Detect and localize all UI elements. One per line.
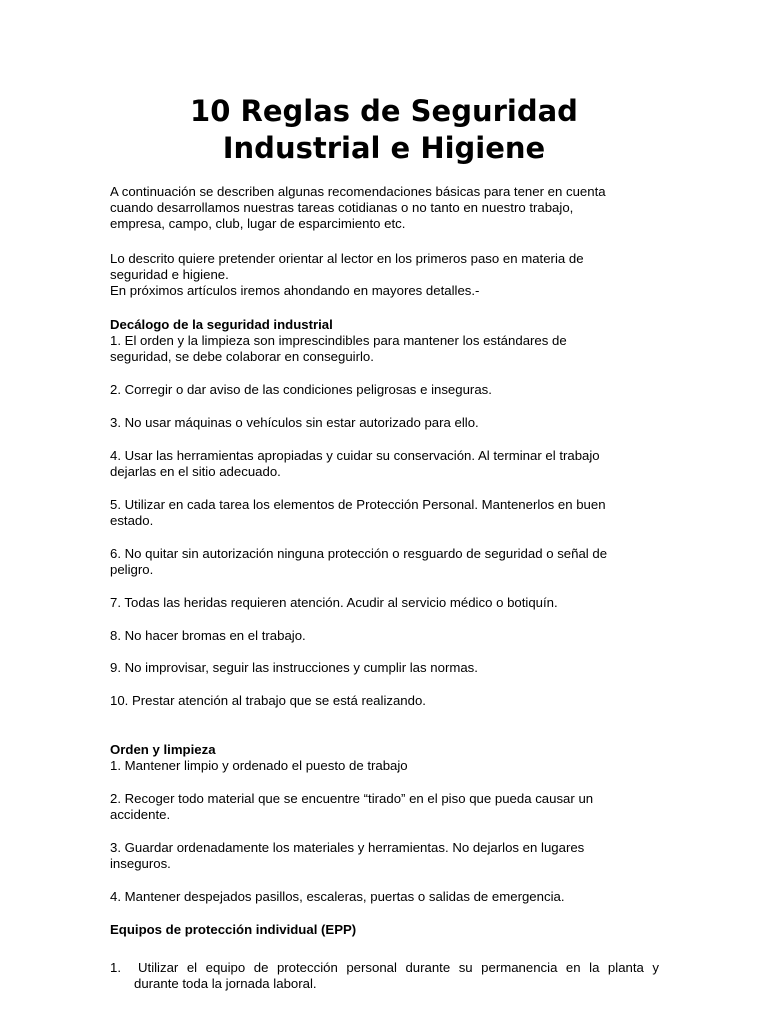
- intro-line: cuando desarrollamos nuestras tareas cotidianas o no tanto en nuestro trabajo,: [110, 200, 574, 215]
- decalogo-item-line: estado.: [110, 513, 154, 528]
- orden-item-4: [110, 889, 640, 905]
- orden-item-2: [110, 791, 640, 823]
- intro-line: empresa, campo, club, lugar de esparcimiento etc.: [110, 216, 406, 231]
- intro2-line: En próximos artículos iremos ahondando en mayores detalles.-: [110, 283, 480, 298]
- decalogo-item-line: 5. Utilizar en cada tarea los elementos de Protección Personal. Mantenerlos en buen: [110, 497, 606, 512]
- document-title: [0, 93, 768, 167]
- orden-item-3: [110, 840, 640, 872]
- decalogo-item-line: 4. Usar las herramientas apropiadas y cuidar su conservación. Al terminar el trabajo: [110, 448, 600, 463]
- epp-item-number: 1.: [110, 960, 121, 975]
- decalogo-item-2: [110, 382, 640, 398]
- decalogo-item-line: peligro.: [110, 562, 154, 577]
- title-line-1: 10 Reglas de Seguridad: [190, 94, 578, 128]
- decalogo-item-3: [110, 415, 640, 431]
- decalogo-item-line: 3. No usar máquinas o vehículos sin estar autorizado para ello.: [110, 415, 479, 430]
- decalogo-item-6: [110, 546, 640, 578]
- orden-item-line: accidente.: [110, 807, 171, 822]
- orden-item-line: 4. Mantener despejados pasillos, escaleras, puertas o salidas de emergencia.: [110, 889, 565, 904]
- decalogo-item-line: dejarlas en el sitio adecuado.: [110, 464, 281, 479]
- decalogo-item-line: 1. El orden y la limpieza son imprescindibles para mantener los estándares de: [110, 333, 567, 348]
- title-line-2: Industrial e Higiene: [222, 131, 546, 165]
- decalogo-item-9: [110, 660, 640, 676]
- decalogo-item-line: 2. Corregir o dar aviso de las condiciones peligrosas e inseguras.: [110, 382, 492, 397]
- orden-item-line: 1. Mantener limpio y ordenado el puesto de trabajo: [110, 758, 408, 773]
- decalogo-item-4: [110, 448, 640, 480]
- intro-paragraph: [110, 184, 640, 232]
- decalogo-item-8: [110, 628, 640, 644]
- decalogo-item-5: [110, 497, 640, 529]
- intro2-line: Lo descrito quiere pretender orientar al lector en los primeros paso en materia de: [110, 251, 584, 266]
- decalogo-item-line: 6. No quitar sin autorización ninguna protección o resguardo de seguridad o señal de: [110, 546, 608, 561]
- orden-item-line: 3. Guardar ordenadamente los materiales y herramientas. No dejarlos en lugares: [110, 840, 585, 855]
- orden-item-1: [110, 758, 640, 774]
- orden-item-line: inseguros.: [110, 856, 171, 871]
- decalogo-item-line: 8. No hacer bromas en el trabajo.: [110, 628, 306, 643]
- orden-heading-text: Orden y limpieza: [110, 742, 216, 757]
- decalogo-item-10: [110, 693, 640, 709]
- intro-line: A continuación se describen algunas recomendaciones básicas para tener en cuenta: [110, 184, 606, 199]
- epp-item-line: durante toda la jornada laboral.: [134, 976, 317, 991]
- epp-heading: [110, 922, 640, 938]
- decalogo-item-line: seguridad, se debe colaborar en conseguirlo.: [110, 349, 374, 364]
- epp-heading-text: Equipos de protección individual (EPP): [110, 922, 357, 937]
- decalogo-item-line: 10. Prestar atención al trabajo que se está realizando.: [110, 693, 426, 708]
- orden-item-line: 2. Recoger todo material que se encuentre “tirado” en el piso que pueda causar un: [110, 791, 594, 806]
- intro2-paragraph: [110, 251, 640, 299]
- orden-heading: [110, 742, 640, 758]
- decalogo-item-7: [110, 595, 640, 611]
- decalogo-item-1: [110, 333, 640, 365]
- decalogo-item-line: 9. No improvisar, seguir las instrucciones y cumplir las normas.: [110, 660, 478, 675]
- decalogo-item-line: 7. Todas las heridas requieren atención. Acudir al servicio médico o botiquín.: [110, 595, 558, 610]
- decalogo-heading-text: Decálogo de la seguridad industrial: [110, 317, 333, 332]
- intro2-line: seguridad e higiene.: [110, 267, 229, 282]
- epp-item-line: Utilizar el equipo de protección personal durante su permanencia en la planta y: [138, 960, 659, 975]
- decalogo-heading: [110, 317, 640, 333]
